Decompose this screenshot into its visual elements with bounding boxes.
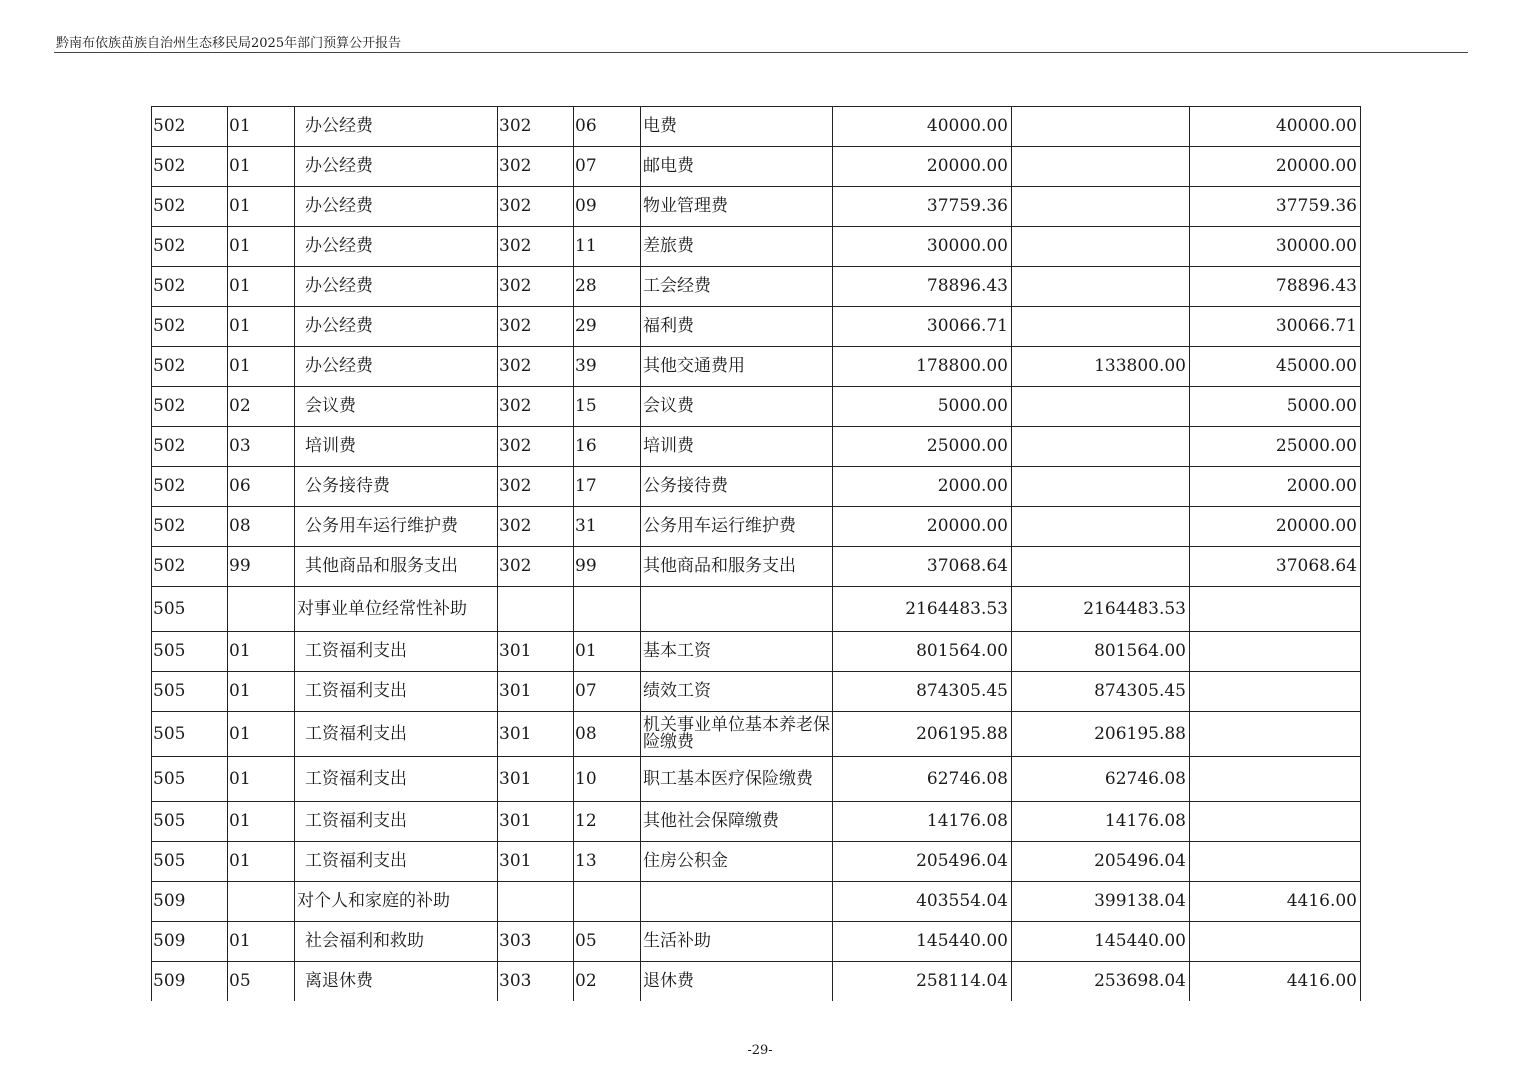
cell-function-item-name: 办公经费: [295, 267, 498, 307]
cell-project-expenditure-amount: 20000.00: [1190, 507, 1361, 547]
cell-total-amount: 30066.71: [833, 307, 1012, 347]
cell-economic-item-code: 28: [574, 267, 641, 307]
cell-economic-item-code: 02: [574, 962, 641, 1002]
cell-project-expenditure-amount: 25000.00: [1190, 427, 1361, 467]
cell-function-class-code: 502: [152, 467, 228, 507]
cell-economic-class-code: 301: [498, 712, 574, 757]
header-divider: [54, 52, 1468, 53]
cell-project-expenditure-amount: 20000.00: [1190, 147, 1361, 187]
cell-economic-class-code: 302: [498, 547, 574, 587]
cell-basic-expenditure-amount: 801564.00: [1012, 632, 1190, 672]
table-row: [152, 227, 1361, 267]
table-row: [152, 922, 1361, 962]
cell-function-item-name: 其他商品和服务支出: [295, 547, 498, 587]
cell-basic-expenditure-amount: [1012, 147, 1190, 187]
cell-total-amount: 403554.04: [833, 882, 1012, 922]
cell-project-expenditure-amount: 37759.36: [1190, 187, 1361, 227]
cell-total-amount: 2164483.53: [833, 587, 1012, 632]
cell-function-item-name: 培训费: [295, 427, 498, 467]
cell-economic-class-code: 302: [498, 107, 574, 147]
table-row: [152, 802, 1361, 842]
cell-function-item-code: 05: [228, 962, 295, 1002]
cell-economic-item-name: 基本工资: [641, 632, 833, 672]
cell-economic-item-code: 07: [574, 672, 641, 712]
cell-function-item-name: 对个人和家庭的补助: [295, 882, 498, 922]
cell-economic-item-code: 12: [574, 802, 641, 842]
cell-function-class-code: 505: [152, 712, 228, 757]
cell-function-class-code: 502: [152, 427, 228, 467]
table-row: [152, 467, 1361, 507]
cell-economic-item-name: 工会经费: [641, 267, 833, 307]
cell-total-amount: 145440.00: [833, 922, 1012, 962]
cell-economic-item-code: 10: [574, 757, 641, 802]
cell-function-item-code: 03: [228, 427, 295, 467]
cell-function-item-code: 01: [228, 307, 295, 347]
cell-economic-item-name: 物业管理费: [641, 187, 833, 227]
table-row: [152, 427, 1361, 467]
cell-economic-class-code: 302: [498, 427, 574, 467]
cell-basic-expenditure-amount: [1012, 427, 1190, 467]
cell-function-item-name: 对事业单位经常性补助: [295, 587, 498, 632]
cell-total-amount: 14176.08: [833, 802, 1012, 842]
cell-economic-item-name: 其他交通费用: [641, 347, 833, 387]
cell-function-class-code: 502: [152, 547, 228, 587]
cell-function-class-code: 502: [152, 347, 228, 387]
cell-function-item-name: 工资福利支出: [295, 757, 498, 802]
cell-function-item-code: 01: [228, 802, 295, 842]
cell-function-item-code: 01: [228, 842, 295, 882]
cell-economic-item-name: 机关事业单位基本养老保险缴费: [641, 712, 833, 757]
cell-project-expenditure-amount: 45000.00: [1190, 347, 1361, 387]
cell-economic-item-code: 29: [574, 307, 641, 347]
cell-economic-item-name: 公务用车运行维护费: [641, 507, 833, 547]
table-row: [152, 587, 1361, 632]
cell-function-item-code: 01: [228, 922, 295, 962]
cell-function-item-name: 公务接待费: [295, 467, 498, 507]
cell-basic-expenditure-amount: 399138.04: [1012, 882, 1190, 922]
cell-economic-item-name: 邮电费: [641, 147, 833, 187]
cell-function-item-name: 办公经费: [295, 307, 498, 347]
cell-total-amount: 178800.00: [833, 347, 1012, 387]
cell-economic-item-name: 退休费: [641, 962, 833, 1002]
cell-project-expenditure-amount: 37068.64: [1190, 547, 1361, 587]
table-row: [152, 547, 1361, 587]
cell-function-class-code: 502: [152, 107, 228, 147]
cell-basic-expenditure-amount: [1012, 307, 1190, 347]
cell-function-item-code: [228, 587, 295, 632]
cell-function-item-name: 办公经费: [295, 187, 498, 227]
cell-economic-item-code: 31: [574, 507, 641, 547]
cell-economic-item-code: 09: [574, 187, 641, 227]
cell-function-class-code: 505: [152, 672, 228, 712]
cell-total-amount: 20000.00: [833, 147, 1012, 187]
table-row: [152, 107, 1361, 147]
cell-function-item-name: 工资福利支出: [295, 802, 498, 842]
cell-basic-expenditure-amount: 14176.08: [1012, 802, 1190, 842]
cell-function-item-code: 01: [228, 757, 295, 802]
table-row: [152, 672, 1361, 712]
table-row: [152, 962, 1361, 1002]
cell-basic-expenditure-amount: 145440.00: [1012, 922, 1190, 962]
cell-basic-expenditure-amount: [1012, 107, 1190, 147]
page-number: -29-: [747, 1043, 773, 1058]
cell-function-item-code: 01: [228, 107, 295, 147]
cell-total-amount: 205496.04: [833, 842, 1012, 882]
cell-total-amount: 874305.45: [833, 672, 1012, 712]
cell-function-class-code: 505: [152, 757, 228, 802]
cell-function-class-code: 505: [152, 587, 228, 632]
cell-economic-item-name: 绩效工资: [641, 672, 833, 712]
cell-project-expenditure-amount: 40000.00: [1190, 107, 1361, 147]
cell-function-item-name: 离退休费: [295, 962, 498, 1002]
table-row: [152, 632, 1361, 672]
cell-total-amount: 30000.00: [833, 227, 1012, 267]
cell-economic-item-code: [574, 587, 641, 632]
cell-total-amount: 206195.88: [833, 712, 1012, 757]
cell-basic-expenditure-amount: 2164483.53: [1012, 587, 1190, 632]
cell-economic-item-code: 17: [574, 467, 641, 507]
cell-function-item-name: 工资福利支出: [295, 632, 498, 672]
cell-total-amount: 37759.36: [833, 187, 1012, 227]
cell-economic-item-code: 15: [574, 387, 641, 427]
table-row: [152, 347, 1361, 387]
cell-function-class-code: 502: [152, 387, 228, 427]
cell-economic-item-code: 11: [574, 227, 641, 267]
cell-economic-item-code: 07: [574, 147, 641, 187]
cell-function-item-code: 08: [228, 507, 295, 547]
cell-project-expenditure-amount: [1190, 672, 1361, 712]
cell-function-item-code: 01: [228, 147, 295, 187]
cell-total-amount: 40000.00: [833, 107, 1012, 147]
cell-economic-class-code: 301: [498, 757, 574, 802]
cell-function-class-code: 505: [152, 842, 228, 882]
cell-project-expenditure-amount: [1190, 587, 1361, 632]
cell-function-item-code: 01: [228, 227, 295, 267]
cell-project-expenditure-amount: [1190, 922, 1361, 962]
cell-total-amount: 62746.08: [833, 757, 1012, 802]
cell-economic-item-name: [641, 587, 833, 632]
cell-project-expenditure-amount: 4416.00: [1190, 882, 1361, 922]
cell-function-item-code: 01: [228, 632, 295, 672]
cell-economic-item-code: 06: [574, 107, 641, 147]
cell-total-amount: 2000.00: [833, 467, 1012, 507]
cell-project-expenditure-amount: 5000.00: [1190, 387, 1361, 427]
cell-function-item-name: 办公经费: [295, 347, 498, 387]
cell-function-item-name: 工资福利支出: [295, 712, 498, 757]
table-row: [152, 507, 1361, 547]
cell-project-expenditure-amount: 4416.00: [1190, 962, 1361, 1002]
cell-function-item-code: 99: [228, 547, 295, 587]
cell-function-item-name: 工资福利支出: [295, 842, 498, 882]
cell-total-amount: 78896.43: [833, 267, 1012, 307]
cell-function-item-name: 社会福利和救助: [295, 922, 498, 962]
cell-basic-expenditure-amount: [1012, 507, 1190, 547]
cell-function-class-code: 509: [152, 882, 228, 922]
cell-economic-class-code: 302: [498, 147, 574, 187]
cell-function-class-code: 502: [152, 147, 228, 187]
cell-project-expenditure-amount: [1190, 632, 1361, 672]
cell-economic-class-code: 302: [498, 507, 574, 547]
cell-basic-expenditure-amount: [1012, 267, 1190, 307]
cell-economic-class-code: 303: [498, 922, 574, 962]
cell-basic-expenditure-amount: 874305.45: [1012, 672, 1190, 712]
cell-economic-class-code: 302: [498, 387, 574, 427]
cell-economic-class-code: 302: [498, 347, 574, 387]
cell-economic-item-name: [641, 882, 833, 922]
cell-economic-class-code: 302: [498, 187, 574, 227]
cell-function-item-name: 会议费: [295, 387, 498, 427]
cell-total-amount: 37068.64: [833, 547, 1012, 587]
cell-economic-item-name: 其他社会保障缴费: [641, 802, 833, 842]
cell-total-amount: 801564.00: [833, 632, 1012, 672]
cell-project-expenditure-amount: [1190, 757, 1361, 802]
cell-basic-expenditure-amount: 62746.08: [1012, 757, 1190, 802]
cell-function-class-code: 502: [152, 507, 228, 547]
cell-function-item-name: 办公经费: [295, 227, 498, 267]
cell-basic-expenditure-amount: [1012, 547, 1190, 587]
table-row: [152, 267, 1361, 307]
budget-table-body: [152, 107, 1361, 1002]
table-row: [152, 757, 1361, 802]
cell-economic-item-code: [574, 882, 641, 922]
cell-function-class-code: 502: [152, 227, 228, 267]
cell-economic-class-code: [498, 587, 574, 632]
cell-economic-class-code: 301: [498, 632, 574, 672]
cell-total-amount: 20000.00: [833, 507, 1012, 547]
cell-function-item-code: 01: [228, 712, 295, 757]
cell-basic-expenditure-amount: [1012, 187, 1190, 227]
cell-project-expenditure-amount: 30066.71: [1190, 307, 1361, 347]
page-header-title: 黔南布依族苗族自治州生态移民局2025年部门预算公开报告: [56, 36, 402, 51]
cell-economic-item-code: 01: [574, 632, 641, 672]
cell-basic-expenditure-amount: 133800.00: [1012, 347, 1190, 387]
cell-function-class-code: 502: [152, 307, 228, 347]
cell-project-expenditure-amount: 2000.00: [1190, 467, 1361, 507]
cell-economic-item-code: 13: [574, 842, 641, 882]
cell-total-amount: 25000.00: [833, 427, 1012, 467]
table-row: [152, 147, 1361, 187]
cell-economic-item-name: 培训费: [641, 427, 833, 467]
cell-basic-expenditure-amount: [1012, 387, 1190, 427]
cell-economic-item-name: 住房公积金: [641, 842, 833, 882]
cell-economic-class-code: 303: [498, 962, 574, 1002]
cell-function-class-code: 502: [152, 267, 228, 307]
cell-economic-class-code: 301: [498, 672, 574, 712]
cell-economic-item-name: 差旅费: [641, 227, 833, 267]
cell-project-expenditure-amount: [1190, 842, 1361, 882]
cell-economic-item-name: 其他商品和服务支出: [641, 547, 833, 587]
cell-function-item-code: 01: [228, 672, 295, 712]
cell-economic-item-name: 福利费: [641, 307, 833, 347]
cell-economic-class-code: 302: [498, 227, 574, 267]
cell-economic-item-code: 08: [574, 712, 641, 757]
cell-economic-class-code: [498, 882, 574, 922]
cell-economic-class-code: 302: [498, 467, 574, 507]
cell-project-expenditure-amount: [1190, 802, 1361, 842]
cell-function-class-code: 509: [152, 922, 228, 962]
cell-function-class-code: 505: [152, 632, 228, 672]
cell-economic-item-name: 电费: [641, 107, 833, 147]
cell-economic-item-name: 职工基本医疗保险缴费: [641, 757, 833, 802]
cell-function-item-code: 01: [228, 187, 295, 227]
cell-function-item-code: 01: [228, 347, 295, 387]
cell-function-item-code: 02: [228, 387, 295, 427]
cell-project-expenditure-amount: 78896.43: [1190, 267, 1361, 307]
cell-basic-expenditure-amount: 205496.04: [1012, 842, 1190, 882]
cell-basic-expenditure-amount: 253698.04: [1012, 962, 1190, 1002]
table-row: [152, 307, 1361, 347]
cell-basic-expenditure-amount: [1012, 467, 1190, 507]
budget-table: [151, 106, 1361, 1001]
cell-economic-item-code: 39: [574, 347, 641, 387]
cell-economic-class-code: 302: [498, 307, 574, 347]
cell-economic-item-name: 公务接待费: [641, 467, 833, 507]
cell-economic-class-code: 301: [498, 842, 574, 882]
table-row: [152, 387, 1361, 427]
cell-function-item-name: 公务用车运行维护费: [295, 507, 498, 547]
cell-economic-item-name: 生活补助: [641, 922, 833, 962]
cell-function-item-code: 06: [228, 467, 295, 507]
cell-economic-item-name: 会议费: [641, 387, 833, 427]
cell-economic-item-code: 16: [574, 427, 641, 467]
cell-project-expenditure-amount: [1190, 712, 1361, 757]
cell-function-item-code: 01: [228, 267, 295, 307]
cell-project-expenditure-amount: 30000.00: [1190, 227, 1361, 267]
cell-function-item-name: 工资福利支出: [295, 672, 498, 712]
table-row: [152, 187, 1361, 227]
cell-basic-expenditure-amount: [1012, 227, 1190, 267]
cell-function-item-name: 办公经费: [295, 147, 498, 187]
table-row: [152, 882, 1361, 922]
cell-function-item-code: [228, 882, 295, 922]
cell-function-class-code: 509: [152, 962, 228, 1002]
cell-economic-class-code: 302: [498, 267, 574, 307]
cell-economic-class-code: 301: [498, 802, 574, 842]
cell-economic-item-code: 05: [574, 922, 641, 962]
cell-function-item-name: 办公经费: [295, 107, 498, 147]
table-row: [152, 712, 1361, 757]
cell-total-amount: 5000.00: [833, 387, 1012, 427]
cell-function-class-code: 505: [152, 802, 228, 842]
cell-total-amount: 258114.04: [833, 962, 1012, 1002]
cell-function-class-code: 502: [152, 187, 228, 227]
cell-basic-expenditure-amount: 206195.88: [1012, 712, 1190, 757]
table-row: [152, 842, 1361, 882]
cell-economic-item-code: 99: [574, 547, 641, 587]
